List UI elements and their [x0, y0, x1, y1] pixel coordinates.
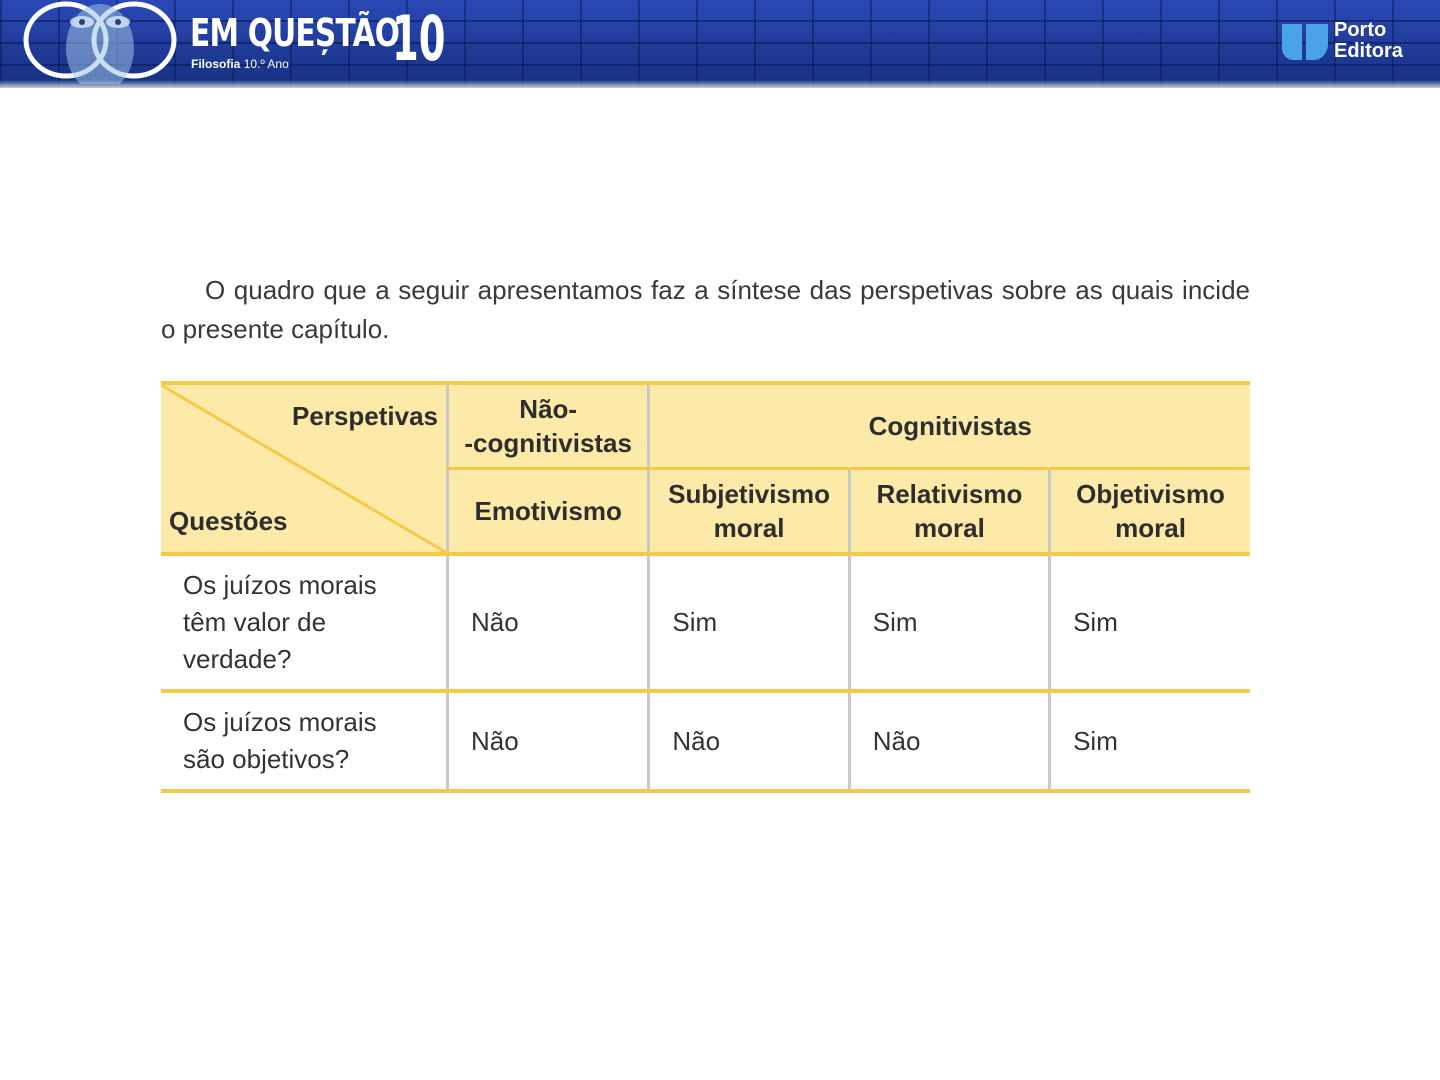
- intro-paragraph: O quadro que a seguir apresentamos faz a síntese das perspetivas sobre as quais incide o presente capítulo.: [161, 275, 1250, 344]
- publisher-line1: Porto: [1334, 19, 1387, 41]
- perspectives-table: [161, 381, 1250, 793]
- answer-cell: Não: [849, 691, 1049, 791]
- group-header-cognitivist: Cognitivistas: [649, 383, 1250, 469]
- table-corner-cell: [161, 383, 448, 554]
- answer-cell: Não: [649, 691, 849, 791]
- answer-cell: Não: [448, 554, 649, 691]
- question-cell: Os juízos morais têm valor de verdade?: [161, 554, 448, 691]
- column-header-relativism: Relativismo moral: [849, 469, 1049, 555]
- mask-icon: [20, 0, 180, 84]
- brand-title: EM QUEȘTÃO: [190, 11, 400, 55]
- column-header-subjectivism: Subjetivismo moral: [649, 469, 849, 555]
- answer-cell: Sim: [649, 554, 849, 691]
- table-row: [161, 691, 1250, 791]
- header-banner: [0, 0, 1440, 88]
- column-header-objectivism: Objetivismo moral: [1050, 469, 1250, 555]
- publisher-logo-icon: [1282, 24, 1330, 60]
- question-cell: Os juízos morais são objetivos?: [161, 691, 448, 791]
- table-row: [161, 554, 1250, 691]
- subject-label: Filosofia: [191, 57, 241, 71]
- brand-subtitle: [191, 57, 289, 71]
- grade-label: 10.º Ano: [243, 57, 289, 71]
- corner-label-perspectives: Perspetivas: [292, 401, 439, 431]
- publisher-name: [1334, 20, 1403, 62]
- answer-cell: Não: [448, 691, 649, 791]
- answer-cell: Sim: [849, 554, 1049, 691]
- publisher-line2: Editora: [1334, 40, 1403, 62]
- answer-cell: Sim: [1050, 691, 1250, 791]
- column-header-emotivism: Emotivismo: [448, 469, 649, 555]
- corner-label-questions: Questões: [169, 506, 288, 536]
- answer-cell: Sim: [1050, 554, 1250, 691]
- brand-number: 10: [392, 2, 446, 75]
- group-header-noncognitivist: Não- -cognitivistas: [448, 383, 649, 469]
